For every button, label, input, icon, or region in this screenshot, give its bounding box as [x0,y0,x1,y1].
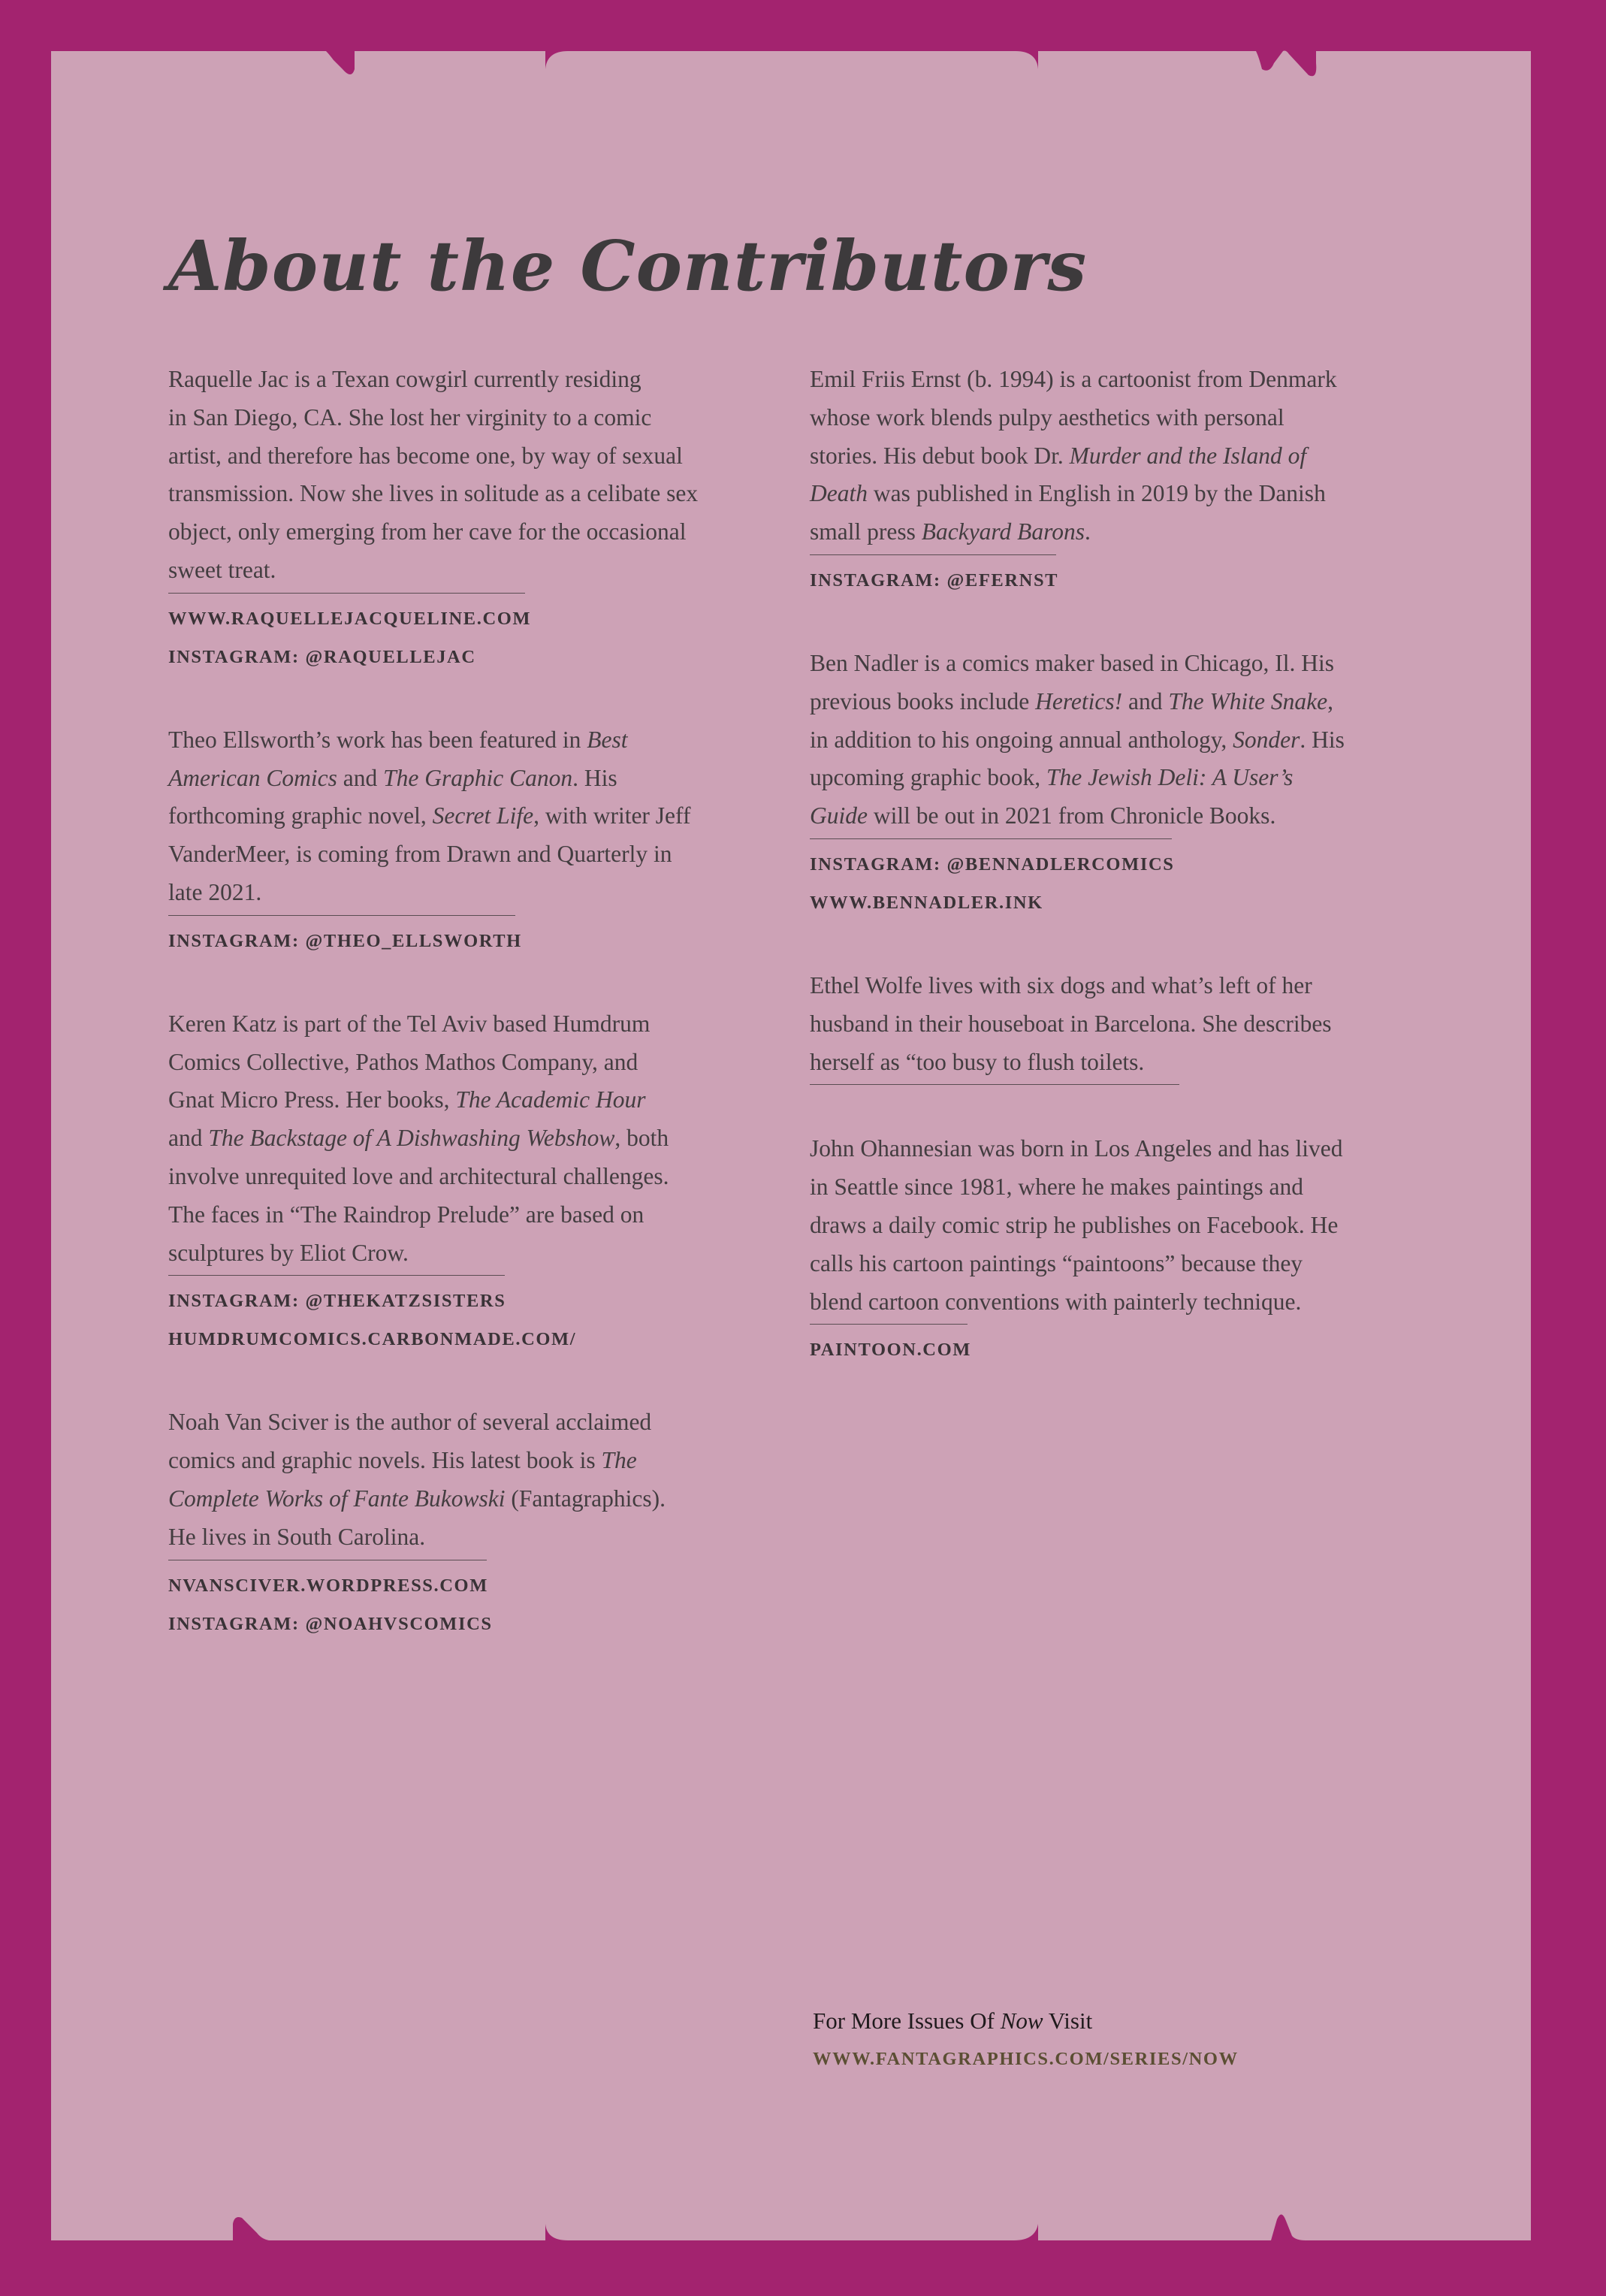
bio-text-run: in addition to his ongoing annual anthology, [810,726,1233,753]
bio-text-run: , with writer Jeff [533,802,691,829]
bio-text-run: Emil Friis Ernst (b. 1994) is a cartoonist from Denmark [810,366,1337,392]
contributor-link[interactable]: PAINTOON.COM [810,1340,971,1361]
work-title: The Graphic Canon [383,764,573,791]
contributor-bio [810,967,1403,1085]
bio-text-run: . [1084,518,1091,545]
bio-text [810,361,1403,551]
contributor-bio [168,721,754,960]
bio-text-run: artist, and therefore has become one, by way of sexual [168,442,683,469]
work-title: Secret Life [432,802,534,829]
contributor-link[interactable]: HUMDRUMCOMICS.CARBONMADE.COM/ [168,1329,577,1350]
bio-text-run: previous books include [810,687,1036,714]
contributor-link[interactable]: INSTAGRAM: @THEKATZSISTERS [168,1291,506,1312]
bio-text-run: Noah Van Sciver is the author of several acclaimed [168,1409,652,1436]
bio-text-run: husband in their houseboat in Barcelona. She describes [810,1010,1332,1037]
promo-tail: Visit [1043,2007,1093,2034]
contributor-links [810,1331,1403,1369]
contributor-links [168,1282,754,1358]
work-title: Murder and the Island of [1069,442,1307,469]
contributor-link[interactable]: INSTAGRAM: @BENNADLERCOMICS [810,853,1175,875]
contributor-link[interactable]: INSTAGRAM: @EFERNST [810,569,1059,591]
bio-text [168,1005,754,1273]
divider-rule [168,915,515,916]
bio-text-run: . His [572,764,617,791]
bio-text-run: will be out in 2021 from Chronicle Books. [867,802,1276,829]
contributor-bio [810,361,1403,600]
bio-text [168,1403,754,1556]
bio-text-run: He lives in South Carolina. [168,1523,426,1550]
contributor-links [810,845,1403,922]
bio-text-run: Raquelle Jac is a Texan cowgirl currently residing [168,366,641,392]
contributor-link[interactable]: INSTAGRAM: @NOAHVSCOMICS [168,1613,493,1634]
bio-text-run: transmission. Now she lives in solitude as a celibate sex [168,480,699,507]
contributor-link[interactable]: INSTAGRAM: @RAQUELLEJAC [168,646,476,667]
divider-rule [810,838,1172,839]
bio-text-run: and [168,1125,209,1152]
bio-text-run: in San Diego, CA. She lost her virginity to a comic [168,403,652,430]
bio-text-run: draws a daily comic strip he publishes on Facebook. He [810,1211,1339,1238]
bio-text-run: Comics Collective, Pathos Mathos Company, and [168,1048,638,1075]
work-title: American Comics [168,764,337,791]
bio-text-run: calls his cartoon paintings “paintoons” because they [810,1249,1303,1276]
bio-text-run: and [1122,687,1169,714]
contributor-link[interactable]: INSTAGRAM: @THEO_ELLSWORTH [168,930,522,951]
bio-text-run: sculptures by Eliot Crow. [168,1239,409,1266]
bio-text-run: forthcoming graphic novel, [168,802,433,829]
promo-url-link[interactable]: WWW.FANTAGRAPHICS.COM/SERIES/NOW [813,2049,1239,2069]
contributor-bio [168,1005,754,1359]
work-title: The White Snake [1168,687,1328,714]
work-title: Complete Works of Fante Bukowski [168,1485,506,1512]
promo-text [813,2002,1239,2040]
contributor-links [810,561,1403,600]
bio-text-run: Ethel Wolfe lives with six dogs and what’s left of her [810,971,1312,998]
bio-text-run: Ben Nadler is a comics maker based in Chicago, Il. His [810,649,1335,676]
bio-text-run: sweet treat. [168,556,276,583]
work-title: The Backstage of A Dishwashing Webshow [208,1125,615,1152]
bio-text [168,361,754,590]
page-title: About the Contributors [168,225,1088,307]
bio-text-run: The faces in “The Raindrop Prelude” are based on [168,1201,645,1228]
bio-text-run: upcoming graphic book, [810,764,1046,791]
work-title: Backyard Barons [921,518,1085,545]
work-title: The Jewish Deli: A User’s [1046,764,1294,791]
bio-text-run: small press [810,518,922,545]
bio-text-run: late 2021. [168,878,262,905]
work-title: Death [810,480,868,507]
contributors-right-column [810,361,1403,1414]
contributor-link[interactable]: NVANSCIVER.WORDPRESS.COM [168,1575,488,1596]
divider-rule [168,593,525,594]
bio-text-run: blend cartoon conventions with painterly technique. [810,1288,1302,1315]
bio-text-run: Gnat Micro Press. Her books, [168,1086,456,1113]
work-title: Guide [810,802,868,829]
bio-text-run: was published in English in 2019 by the Danish [867,480,1326,507]
work-title: Heretics! [1035,687,1123,714]
bio-text-run: object, only emerging from her cave for the occasional [168,518,687,545]
contributor-links [168,922,754,960]
bio-text-run: , both [614,1125,669,1152]
bio-text-run: comics and graphic novels. His latest book is [168,1447,602,1474]
bio-text-run: , [1327,687,1333,714]
work-title: Best [587,726,628,753]
divider-rule [810,1324,968,1325]
contributor-link[interactable]: WWW.BENNADLER.INK [810,892,1043,913]
bio-text [810,645,1403,835]
contributor-link[interactable]: WWW.RAQUELLEJACQUELINE.COM [168,608,532,629]
bio-text-run: John Ohannesian was born in Los Angeles and has lived [810,1135,1343,1162]
contributors-left-column [168,361,754,1688]
bio-text-run: stories. His debut book Dr. [810,442,1070,469]
contributor-bio [810,1130,1403,1369]
divider-rule [168,1275,505,1276]
more-issues-promo [813,2002,1239,2079]
contributor-bio [168,361,754,676]
work-title: The Academic Hour [455,1086,646,1113]
bio-text-run: Keren Katz is part of the Tel Aviv based Humdrum [168,1010,651,1037]
promo-series-title: Now [1000,2007,1043,2034]
contributor-bio [168,1403,754,1642]
bio-text [810,967,1403,1081]
contributor-bio [810,645,1403,922]
divider-rule [810,1084,1179,1085]
work-title: Sonder [1233,726,1300,753]
bio-text-run: in Seattle since 1981, where he makes paintings and [810,1174,1303,1201]
bio-text-run: . His [1300,726,1345,753]
bio-text-run: whose work blends pulpy aesthetics with personal [810,403,1284,430]
bio-text-run: herself as “too busy to flush toilets. [810,1048,1145,1075]
bio-text [810,1130,1403,1321]
bio-text-run: VanderMeer, is coming from Drawn and Quarterly in [168,841,672,868]
bio-text-run: and [337,764,384,791]
bio-text-run: (Fantagraphics). [505,1485,666,1512]
bio-text-run: involve unrequited love and architectural challenges. [168,1162,669,1189]
divider-rule [810,554,1056,555]
bio-text-run: Theo Ellsworth’s work has been featured in [168,726,587,753]
bio-text [168,721,754,912]
contributor-links [168,600,754,676]
promo-lead: For More Issues Of [813,2007,1001,2034]
work-title: The [601,1447,637,1474]
contributor-links [168,1566,754,1643]
